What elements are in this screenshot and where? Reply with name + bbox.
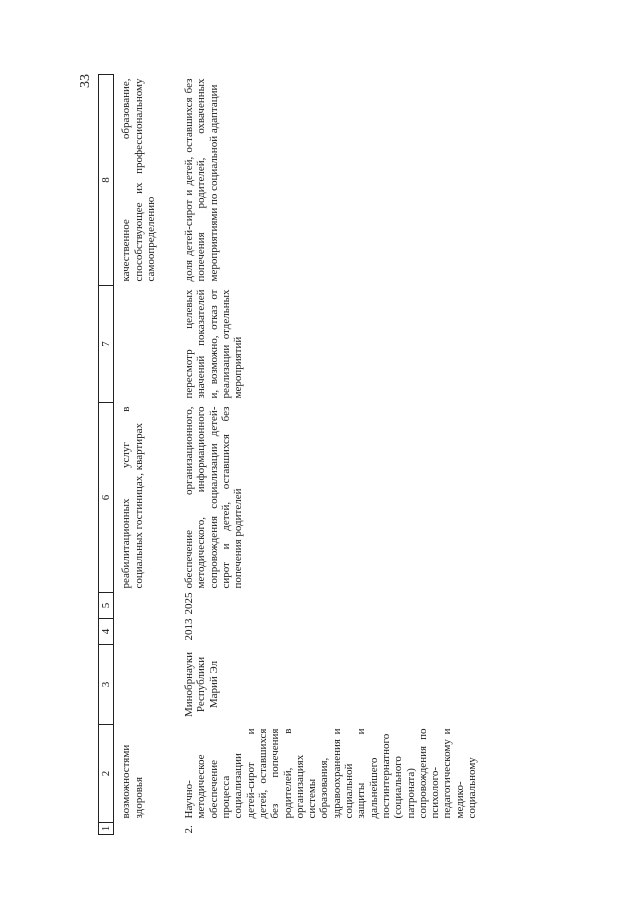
header-col-1: 1 <box>99 823 114 835</box>
row-end-year <box>114 593 159 619</box>
header-col-3: 3 <box>99 645 114 725</box>
row-name: Научно-методическое обеспечение процесса социализации детей-сирот и детей, оставшихся без попечения родителей, в организациях системы образования, здравоохранения и социальной защиты и дальнейшего постинтернатного (социального патроната) сопровождения по психолого-педагогическому и медико-социальному <box>183 728 479 819</box>
row-agency: Минобрнауки Республики Марий Эл <box>183 651 220 718</box>
header-col-2: 2 <box>99 725 114 823</box>
header-col-5: 5 <box>99 593 114 619</box>
row-content: обеспечение организационного, методического, информационного сопровождения социализации детей-сирот и детей, оставшихся без попечения родителей <box>183 406 245 589</box>
header-col-8: 8 <box>99 75 114 286</box>
row-start-year: 2013 <box>183 618 196 641</box>
header-col-6: 6 <box>99 403 114 593</box>
row-content: реабилитационных услуг в социальных гостиницах, квартирах <box>120 406 145 589</box>
header-row <box>99 75 114 835</box>
table-row <box>181 75 480 835</box>
row-name: возможностями здоровья <box>120 744 145 819</box>
header-col-7: 7 <box>99 286 114 403</box>
row-end-year: 2025 <box>183 592 196 615</box>
row-agency <box>114 645 159 725</box>
row-spacer <box>159 75 181 835</box>
program-table <box>98 74 480 835</box>
row-start-year <box>114 619 159 645</box>
row-risks <box>114 286 159 403</box>
row-results: доля детей-сирот и детей, оставшихся без попечения родителей, охваченных мероприятиями по социальной адаптации <box>183 78 220 282</box>
rotated-table-sheet <box>98 75 620 835</box>
row-number <box>114 823 159 835</box>
page-number: 33 <box>78 74 93 88</box>
row-results: качественное образование, способствующее их профессиональному самоопределению <box>120 78 157 282</box>
row-number: 2. <box>183 825 196 834</box>
table-row <box>114 75 159 835</box>
header-col-4: 4 <box>99 619 114 645</box>
row-risks: пересмотр целевых значений показателей и, возможно, отказ от реализации отдельных мероприятий <box>183 289 245 399</box>
